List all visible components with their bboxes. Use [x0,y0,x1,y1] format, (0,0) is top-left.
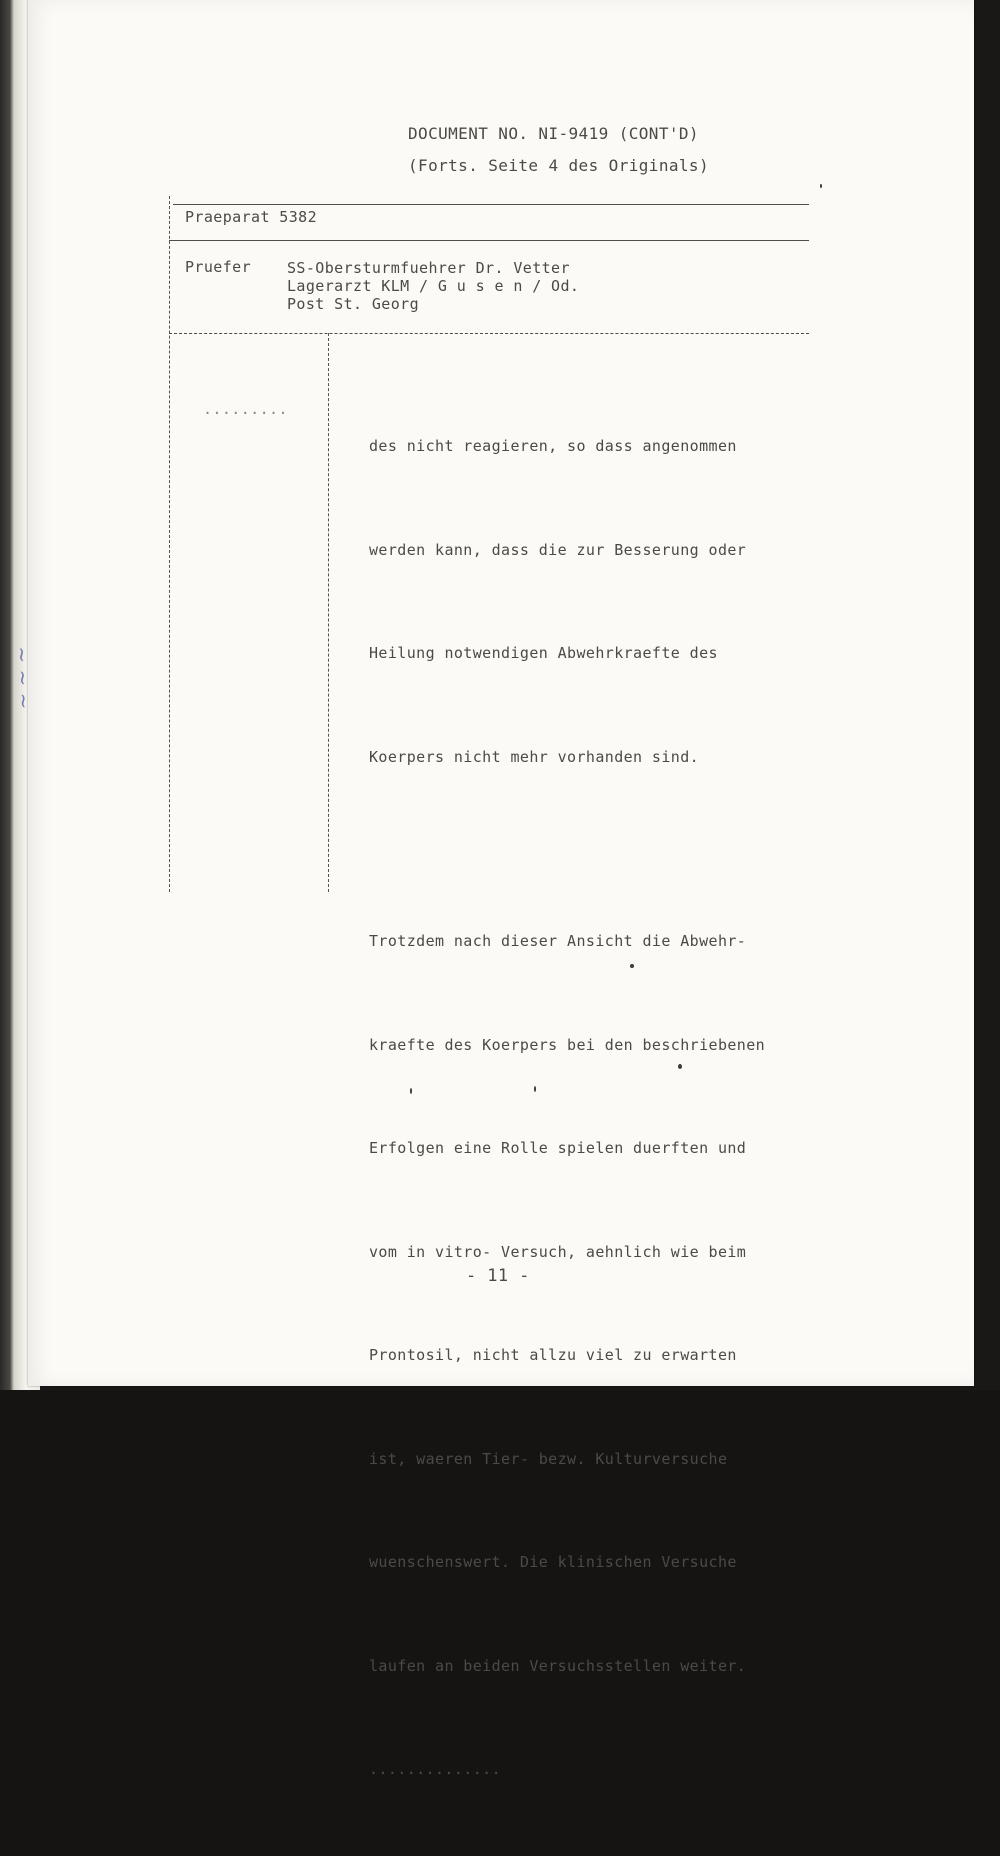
report-line: Koerpers nicht mehr vorhanden sind. [369,747,700,766]
column-divider [328,333,329,892]
report-line: Prontosil, nicht allzu viel zu erwarten [369,1346,737,1364]
table-top-rule [173,204,809,205]
table-rule-3 [169,333,809,334]
report-line: werden kann, dass die zur Besserung oder [369,540,747,559]
report-text [369,360,809,1856]
ink-speck [630,964,634,968]
table-left-border [169,196,170,892]
document-number-header: DOCUMENT NO. NI-9419 (CONT'D) [408,124,699,143]
report-line: Trotzdem nach dieser Ansicht die Abwehr- [369,932,747,950]
original-page-reference: (Forts. Seite 4 des Originals) [408,156,709,175]
tester-label: Pruefer [185,258,252,276]
ink-speck [534,1086,536,1092]
tester-camp-line: Lagerarzt KLM / G u s e n / Od. [287,277,580,295]
tester-post-line: Post St. Georg [287,295,420,313]
ink-speck [410,1088,412,1094]
report-line: wuenschenswert. Die klinischen Versuche [369,1553,737,1571]
ink-speck [678,1064,682,1069]
report-line: kraefte des Koerpers bei den beschriebenen [369,1035,766,1054]
ink-speck [820,184,822,188]
report-line: laufen an beiden Versuchsstellen weiter. [369,1656,747,1675]
preparation-label: Praeparat 5382 [185,208,318,226]
report-line: Heilung notwendigen Abwehrkraefte des [369,644,718,662]
page-number: - 11 - [466,1266,530,1286]
report-line: Erfolgen eine Rolle spielen duerften und [369,1139,747,1157]
tester-name-line: SS-Obersturmfuehrer Dr. Vetter [287,259,570,277]
report-line: vom in vitro- Versuch, aehnlich wie beim [369,1242,747,1261]
handwritten-margin-mark: ~ ~ ~ [10,646,37,710]
document-page [10,0,974,1778]
left-column-ellipsis: ......... [203,400,288,418]
table-rule-2 [169,240,809,241]
report-ellipsis: .............. [369,1760,502,1778]
report-line: ist, waeren Tier- bezw. Kulturversuche [369,1449,728,1468]
report-line: des nicht reagieren, so dass angenommen [369,437,737,455]
paragraph-gap [369,843,809,855]
